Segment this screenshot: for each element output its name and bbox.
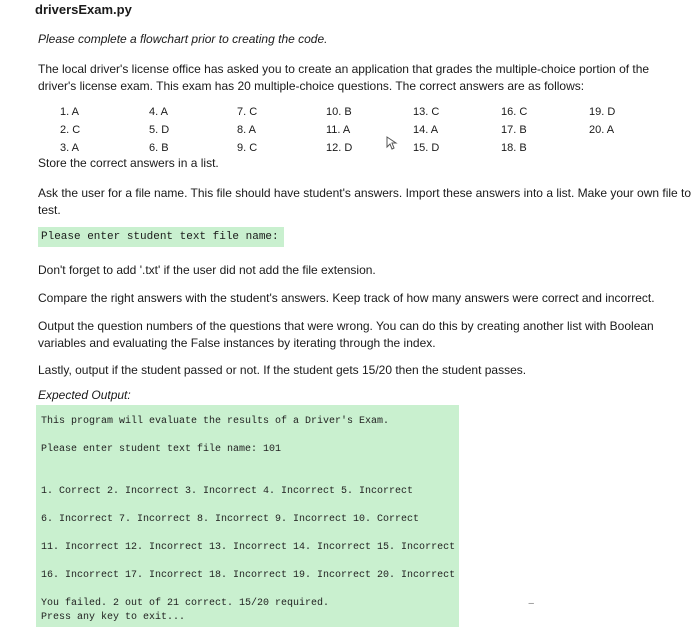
expected-output-label: Expected Output: [38, 388, 131, 402]
answer-item: 18. B [501, 142, 527, 154]
answer-item: 10. B [326, 106, 352, 118]
lastly-text: Lastly, output if the student passed or not. If the student gets 15/20 then the student passes. [38, 363, 527, 377]
answer-item: 13. C [413, 106, 440, 118]
answer-item: 3. A [60, 142, 79, 154]
answer-item: 8. A [237, 124, 256, 136]
answer-item: 15. D [413, 142, 440, 154]
prompt-code: Please enter student text file name: [38, 227, 284, 247]
answer-item: 4. A [149, 106, 168, 118]
store-text: Store the correct answers in a list. [38, 156, 219, 170]
answer-item: 12. D [326, 142, 353, 154]
answer-item: 11. A [326, 124, 351, 136]
answer-item: 17. B [501, 124, 527, 136]
output-row: 16. Incorrect 17. Incorrect 18. Incorrect 19. Incorrect 20. Incorrect [41, 570, 456, 581]
ask-text: Ask the user for a file name. This file should have student's answers. Import these answers into a list. Make your own file to test. [38, 186, 692, 217]
answer-item: 20. A [589, 124, 615, 136]
answer-item: 1. A [60, 106, 79, 118]
answer-column-7 [589, 103, 615, 139]
file-title: driversExam.py [35, 2, 132, 17]
answer-column-3 [237, 103, 257, 157]
output-exit: Press any key to exit... [41, 612, 186, 623]
answer-item: 2. C [60, 124, 81, 136]
answer-item: 19. D [589, 106, 616, 118]
answer-item: 5. D [149, 124, 170, 136]
output-prompt: Please enter student text file name: 101 [41, 444, 282, 455]
answer-column-2 [149, 103, 169, 157]
output-row: 11. Incorrect 12. Incorrect 13. Incorrect 14. Incorrect 15. Incorrect [41, 542, 456, 553]
output-line-2: variables and evaluating the False instances by iterating through the index. [38, 336, 436, 350]
mouse-cursor-icon [386, 136, 398, 153]
answer-item: 16. C [501, 106, 528, 118]
intro-line-1: The local driver's license office has asked you to create an application that grades the multiple-choice portion of the [38, 62, 650, 76]
answer-item: 6. B [149, 142, 169, 154]
answer-column-6 [501, 103, 527, 157]
output-failed: You failed. 2 out of 21 correct. 15/20 required. [41, 598, 330, 609]
answer-column-4 [326, 103, 352, 157]
output-intro: This program will evaluate the results of a Driver's Exam. [41, 416, 390, 427]
output-line-1: Output the question numbers of the questions that were wrong. You can do this by creating another list with Boolean [38, 319, 654, 333]
minus-icon: − [528, 598, 535, 610]
answer-column-5 [413, 103, 439, 157]
answer-column-1 [60, 103, 80, 157]
answer-item: 9. C [237, 142, 258, 154]
answer-item: 14. A [413, 124, 439, 136]
answer-item: 7. C [237, 106, 258, 118]
intro-line-2: driver's license exam. This exam has 20 multiple-choice questions. The correct answers are as follows: [38, 79, 585, 93]
output-row: 6. Incorrect 7. Incorrect 8. Incorrect 9. Incorrect 10. Correct [41, 514, 420, 525]
txt-reminder: Don't forget to add '.txt' if the user did not add the file extension. [38, 263, 376, 277]
output-row: 1. Correct 2. Incorrect 3. Incorrect 4. Incorrect 5. Incorrect [41, 486, 414, 497]
compare-text: Compare the right answers with the student's answers. Keep track of how many answers were correct and incorrect. [38, 291, 655, 305]
instruction-text: Please complete a flowchart prior to creating the code. [38, 32, 328, 46]
